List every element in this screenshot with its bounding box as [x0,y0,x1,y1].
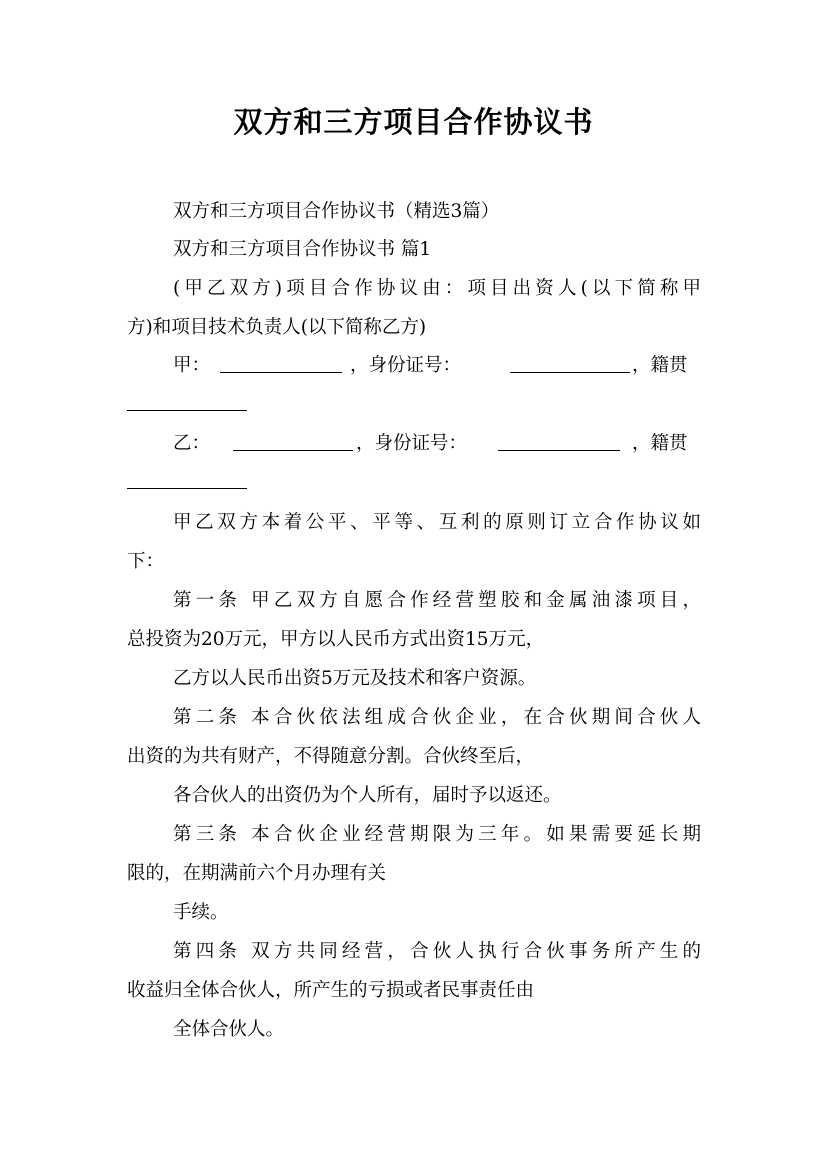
party-a-native-blank [127,392,247,411]
article-1-line: 总投资为20万元，甲方以人民币方式出资15万元， [127,629,545,650]
paragraph-line: 甲乙双方本着公平、平等、互利的原则订立合作协议如 [173,512,701,533]
section-heading: 双方和三方项目合作协议书 篇1 [173,239,432,260]
party-b-name-blank [233,432,353,451]
party-b-id-label: ，身份证号： [356,433,468,454]
subtitle-line: 双方和三方项目合作协议书（精选3篇） [173,201,500,222]
paragraph-line: 方)和项目技术负责人(以下简称乙方) [127,317,427,338]
article-2-line: 第二条 本合伙依法组成合伙企业，在合伙期间合伙人 [173,707,701,728]
party-b-id-blank [498,432,620,451]
party-a-name-blank [220,354,342,373]
party-a-label: 甲： [173,355,211,376]
article-3-line: 限的，在期满前六个月办理有关 [127,863,387,884]
party-b-native-label: ，籍贯 [632,433,688,454]
article-4-line: 全体合伙人。 [173,1019,285,1040]
party-b-label: 乙： [173,433,211,454]
article-3-line: 第三条 本合伙企业经营期限为三年。如果需要延长期 [173,824,701,845]
document-title: 双方和三方项目合作协议书 [233,105,594,139]
party-a-native-label: ，籍贯 [632,355,688,376]
article-2-line: 出资的为共有财产，不得随意分割。合伙终至后， [127,746,535,767]
article-1-line: 第一条 甲乙双方自愿合作经营塑胶和金属油漆项目， [173,590,701,611]
article-4-line: 第四条 双方共同经营，合伙人执行合伙事务所产生的 [173,941,701,962]
paragraph-line: 下： [127,551,165,572]
article-1-line: 乙方以人民币出资5万元及技术和客户资源。 [173,668,537,689]
party-a-id-blank [510,354,630,373]
article-4-line: 收益归全体合伙人，所产生的亏损或者民事责任由 [127,980,535,1001]
party-a-id-label: ，身份证号： [350,355,462,376]
paragraph-line: (甲乙双方)项目合作协议由：项目出资人(以下简称甲 [173,278,701,299]
article-2-line: 各合伙人的出资仍为个人所有，届时予以返还。 [173,785,562,806]
party-b-native-blank [127,470,247,489]
article-3-line: 手续。 [173,902,229,923]
